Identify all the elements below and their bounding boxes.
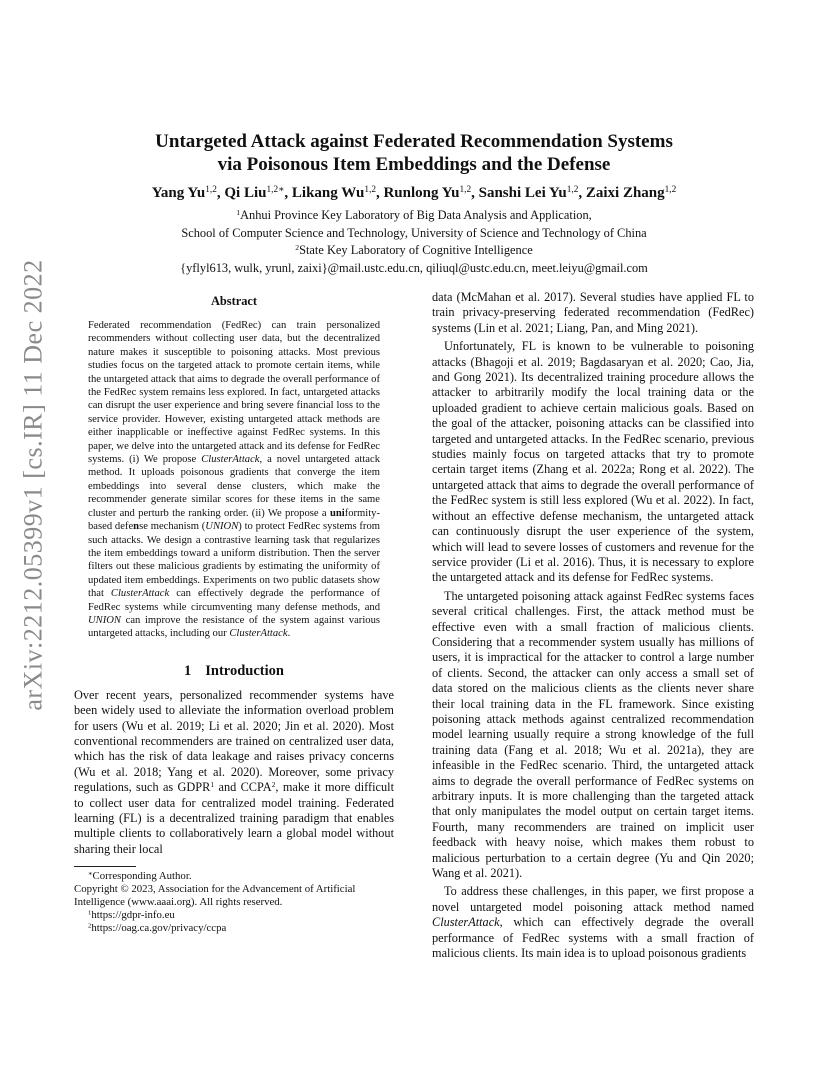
author: Qi Liu$^{1,2∗}$, (224, 184, 292, 201)
body-paragraph: The untargeted poisoning attack against FedRec systems faces several critical challenges. First, the attack method must be effective even with a small fraction of malicious clients. Considering that a recommender system usually has millions of users, it is impractical for the attacker to control a large number of clients. Second, the attacker can only access a small set of data stored on the malicious clients as the clients never share their local training data in the FL framework. Since existing poisoning attack methods against centralized recommendation model learning usually require a strong knowledge of the full training data (Fang et al. 2018; Wu et al. 2021a), they are infeasible in the FedRec scenario. Third, the untargeted attack aims to degrade the overall performance of FedRec systems on arbitrary inputs. It is more challenging than the targeted attack that only manipulates the model output on certain target items. Fourth, many recommenders are trained on implicit user feedback with heavy noise, which makes them robust to malicious perturbation to a certain degree (Yu and Qin 2020; Wang et al. 2021). (432, 588, 754, 881)
footnote-link[interactable]: https://gdpr-info.eu (91, 909, 175, 922)
body-paragraph: Unfortunately, FL is known to be vulnerable to poisoning attacks (Bhagoji et al. 2019; Bagdasaryan et al. 2020; Cao, Jia, and Gong 2021). Its decentralized training procedure allows the attacker to arbitrarily modify the local training data or the uploaded gradient to achieve certain malicious goals. Based on the goal of the attacker, poisoning attacks can be classified into targeted and untargeted attacks. In the FedRec scenario, previous studies mainly focus on targeted attacks that try to promote certain target items (Zhang et al. 2022a; Rong et al. 2022). The untargeted attack that aims to degrade the overall performance of the FedRec system is still less explored (Wu et al. 2022). In fact, without an effective defense mechanism, the untargeted attack can continuously disrupt the user experience of the system, which will lead to severe losses of customers and revenue for the service provider (Li et al. 2016). Thus, it is necessary to explore the untargeted attack and its defense for FedRec systems. (432, 339, 754, 585)
author: Yang Yu$^{1,2}$, (151, 184, 225, 201)
copyright-notice: Copyright © 2023, Association for the Advancement of Artificial Intelligence (www.aaai.org). All rights reserved. (74, 883, 356, 909)
intro-paragraph: Over recent years, personalized recommender systems have been widely used to alleviate the information overload problem for users (Wu et al. 2019; Li et al. 2020; Jin et al. 2020). Most conventional recommenders are trained on centralized user data, which has the risk of data leakage and raises privacy concerns (Wu et al. 2018; Yang et al. 2020). Moreover, some privacy regulations, such as GDPR$^1$ and CCPA$^2$, make it more difficult to collect user data for centralized model training. Federated learning (FL) is a decentralized training paradigm that enables multiple clients to collaboratively learn a global model without sharing their local (74, 687, 394, 856)
footnote-2: $^2$https://oag.ca.gov/privacy/ccpa (88, 922, 227, 935)
left-column (74, 290, 394, 935)
author: Zaixi Zhang$^{1,2}$ (585, 184, 677, 201)
body-paragraph: To address these challenges, in this paper, we first propose a novel untargeted model poisoning attack method named ClusterAttack, which can effectively degrade the overall performance of FedRec systems with a small fraction of malicious clients. Its main idea is to upload poisonous gradients (432, 884, 754, 961)
footnote-link[interactable]: https://oag.ca.gov/privacy/ccpa (91, 922, 227, 935)
affiliations (70, 207, 758, 277)
title-line-2: via Poisonous Item Embeddings and the Defense (217, 154, 611, 175)
author: Likang Wu$^{1,2}$, (291, 184, 384, 201)
abstract-heading: Abstract (210, 294, 258, 308)
section-heading-introduction: 1 Introduction (184, 662, 284, 679)
right-column (432, 290, 754, 964)
footnote-divider (74, 866, 136, 867)
affiliation-line: $^1$Anhui Province Key Laboratory of Big Data Analysis and Application, (236, 207, 592, 222)
author-emails: {yflyl613, wulk, yrunl, zaixi}@mail.ustc.edu.cn, qiliuql@ustc.edu.cn, meet.leiyu@gmail.com (180, 260, 648, 275)
affiliation-line: School of Computer Science and Technology, University of Science and Technology of China (181, 225, 647, 240)
author: Sanshi Lei Yu$^{1,2}$, (478, 184, 586, 201)
abstract-body: Federated recommendation (FedRec) can train personalized recommenders without collecting user data, but the decentralized nature makes it susceptible to poisoning attacks. Most previous studies focus on the targeted attack to promote certain items, while the untargeted attack that aims to degrade the overall performance of the FedRec system remains less explored. In fact, untargeted attacks can disrupt the user experience and bring severe financial loss to the service provider. However, existing untargeted attack methods are either inapplicable or ineffective against FedRec systems. In this paper, we delve into the untargeted attack and its defense for FedRec systems. (i) We propose ClusterAttack, a novel untargeted attack method. It uploads poisonous gradients that converge the item embeddings into several dense clusters, which make the recommender generate similar scores for these items in the same cluster and perturb the ranking order. (ii) We propose a uniformity-based defense mechanism (UNION) to protect FedRec systems from such attacks. We design a contrastive learning task that regularizes the item embeddings toward a uniform distribution. Then the server filters out these malicious gradients by estimating the uniformity of updated item embeddings. Experiments on two public datasets show that ClusterAttack can effectively degrade the performance of FedRec systems while circumventing many defense methods, and UNION can improve the resistance of the system against various untargeted attacks, including our ClusterAttack. (88, 320, 380, 640)
footnote-corresponding: ∗Corresponding Author. (88, 870, 192, 883)
affiliation-line: $^2$State Key Laboratory of Cognitive Intelligence (295, 242, 533, 257)
footnote-1: $^1$https://gdpr-info.eu (88, 909, 175, 922)
arxiv-sidebar-stamp (14, 259, 54, 711)
author-list (70, 185, 758, 202)
title-line-1: Untargeted Attack against Federated Recommendation Systems (155, 131, 673, 152)
author: Runlong Yu$^{1,2}$, (383, 184, 479, 201)
body-paragraph: data (McMahan et al. 2017). Several studies have applied FL to train privacy-preserving federated recommendation (FedRec) systems (Lin et al. 2021; Liang, Pan, and Ming 2021). (432, 290, 754, 335)
paper-title (70, 130, 758, 176)
arxiv-identifier: arXiv:2212.05399v1 [cs.IR] 11 Dec 2022 (19, 259, 49, 711)
